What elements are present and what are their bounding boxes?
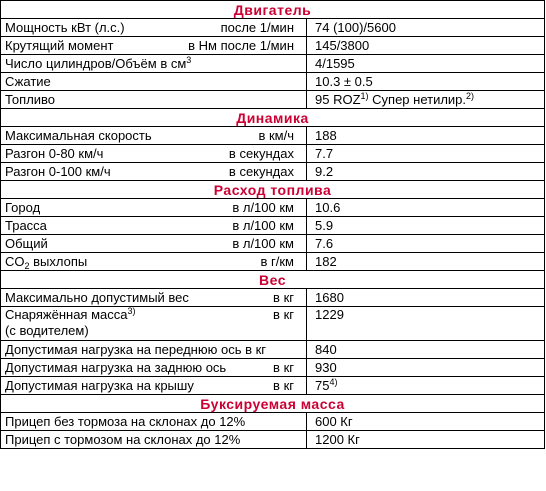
spec-label-line-2: (с водителем) bbox=[5, 323, 89, 338]
spec-value bbox=[307, 235, 545, 253]
spec-label-text: Разгон 0-100 км/ч bbox=[5, 163, 111, 179]
spec-label-text: Число цилиндров/Объём в см bbox=[5, 55, 187, 71]
spec-value bbox=[307, 377, 545, 395]
spec-row bbox=[1, 235, 545, 253]
spec-value bbox=[307, 37, 545, 55]
spec-unit-text: в л/100 км bbox=[232, 199, 294, 215]
spec-label bbox=[1, 91, 307, 109]
spec-row bbox=[1, 377, 545, 395]
spec-label bbox=[1, 217, 165, 235]
spec-label-superscript: 3 bbox=[186, 54, 192, 65]
spec-value-text: 840 bbox=[315, 341, 337, 357]
spec-value bbox=[307, 55, 545, 73]
spec-unit-text: после 1/мин bbox=[220, 19, 294, 35]
spec-value bbox=[307, 127, 545, 145]
spec-value bbox=[307, 91, 545, 109]
spec-value-text: 74 (100)/5600 bbox=[315, 19, 396, 35]
section-title: Динамика bbox=[1, 109, 545, 127]
spec-value-text: 1200 Кг bbox=[315, 431, 360, 447]
spec-unit bbox=[165, 163, 307, 181]
section-title: Буксируемая масса bbox=[1, 395, 545, 413]
spec-label bbox=[1, 413, 307, 431]
spec-table-body bbox=[1, 1, 545, 449]
spec-label bbox=[1, 145, 165, 163]
spec-label bbox=[1, 431, 307, 449]
spec-unit bbox=[165, 217, 307, 235]
spec-unit bbox=[165, 145, 307, 163]
spec-unit-text: в кг bbox=[273, 359, 294, 375]
spec-label bbox=[1, 127, 165, 145]
spec-value-text: 4/1595 bbox=[315, 55, 355, 71]
spec-unit-text: в секундах bbox=[228, 145, 294, 161]
spec-label-text: Топливо bbox=[5, 91, 56, 107]
spec-unit bbox=[165, 199, 307, 217]
spec-value-text: 9.2 bbox=[315, 163, 334, 179]
spec-label bbox=[1, 377, 194, 395]
spec-row bbox=[1, 431, 545, 449]
spec-value-text: 10.3 ± 0.5 bbox=[315, 73, 373, 89]
spec-value bbox=[307, 307, 545, 341]
spec-unit-text: в кг bbox=[273, 307, 294, 322]
spec-value bbox=[307, 253, 545, 271]
spec-label-text: Сжатие bbox=[5, 73, 51, 89]
spec-unit-text: в л/100 км bbox=[232, 217, 294, 233]
spec-value-text: 1229 bbox=[315, 307, 344, 322]
spec-unit-text: в км/ч bbox=[258, 127, 294, 143]
spec-unit-text: в г/км bbox=[260, 253, 294, 269]
spec-value-text: 7.7 bbox=[315, 145, 334, 161]
spec-unit bbox=[165, 37, 307, 55]
spec-value-text: 188 bbox=[315, 127, 337, 143]
spec-label bbox=[1, 307, 165, 341]
spec-label bbox=[1, 359, 227, 377]
spec-row bbox=[1, 163, 545, 181]
section-title: Двигатель bbox=[1, 1, 545, 19]
spec-label-text: Мощность кВт (л.с.) bbox=[5, 19, 125, 35]
spec-unit-text: в л/100 км bbox=[232, 235, 294, 251]
spec-value bbox=[307, 217, 545, 235]
spec-label-text: Город bbox=[5, 199, 41, 215]
spec-value bbox=[307, 413, 545, 431]
spec-value bbox=[307, 289, 545, 307]
spec-label bbox=[1, 235, 165, 253]
spec-label-text: Трасса bbox=[5, 217, 47, 233]
spec-value-text: 182 bbox=[315, 253, 337, 269]
spec-value bbox=[307, 341, 545, 359]
spec-unit-text: в кг bbox=[273, 289, 294, 305]
spec-value bbox=[307, 199, 545, 217]
spec-label-text: Максимально допустимый вес bbox=[5, 289, 189, 305]
spec-label-text: CO bbox=[5, 253, 25, 269]
spec-value-text: 95 ROZ bbox=[315, 91, 361, 107]
spec-label-text: Максимальная скорость bbox=[5, 127, 152, 143]
spec-unit bbox=[165, 19, 307, 37]
spec-value-superscript: 1) bbox=[360, 90, 369, 101]
spec-row bbox=[1, 359, 545, 377]
spec-unit-text: в кг bbox=[273, 377, 294, 393]
spec-label bbox=[1, 55, 307, 73]
section-header bbox=[1, 181, 545, 199]
spec-label bbox=[1, 289, 189, 307]
spec-value-superscript: 4) bbox=[329, 376, 338, 387]
spec-row bbox=[1, 145, 545, 163]
spec-value-text: 1680 bbox=[315, 289, 344, 305]
spec-label-subscript: 2 bbox=[24, 260, 30, 271]
section-title: Вес bbox=[1, 271, 545, 289]
spec-label-text: Допустимая нагрузка на заднюю ось bbox=[5, 359, 227, 375]
spec-value-text: 10.6 bbox=[315, 199, 341, 215]
spec-label bbox=[1, 253, 165, 271]
spec-unit bbox=[165, 127, 307, 145]
spec-row bbox=[1, 289, 545, 307]
spec-unit-text: в Нм после 1/мин bbox=[188, 37, 294, 53]
spec-label-text-2: выхлопы bbox=[29, 253, 88, 269]
spec-row bbox=[1, 341, 545, 359]
spec-row bbox=[1, 127, 545, 145]
section-title: Расход топлива bbox=[1, 181, 545, 199]
section-header bbox=[1, 271, 545, 289]
spec-value bbox=[307, 431, 545, 449]
section-header bbox=[1, 109, 545, 127]
spec-row bbox=[1, 253, 545, 271]
spec-row bbox=[1, 199, 545, 217]
spec-label-text: Прицеп без тормоза на склонах до 12% bbox=[5, 413, 246, 429]
spec-row bbox=[1, 55, 545, 73]
spec-unit bbox=[165, 307, 307, 341]
spec-value-text: 600 Кг bbox=[315, 413, 353, 429]
spec-label bbox=[1, 73, 307, 91]
spec-label-text: Разгон 0-80 км/ч bbox=[5, 145, 104, 161]
spec-value-text: 5.9 bbox=[315, 217, 334, 233]
spec-label-text: Крутящий момент bbox=[5, 37, 114, 53]
spec-value bbox=[307, 73, 545, 91]
spec-label bbox=[1, 19, 165, 37]
spec-row bbox=[1, 307, 545, 341]
spec-label bbox=[1, 37, 165, 55]
section-header bbox=[1, 395, 545, 413]
spec-label bbox=[1, 163, 165, 181]
spec-value-text: 930 bbox=[315, 359, 337, 375]
spec-value-superscript-2: 2) bbox=[466, 90, 475, 101]
spec-label-text: Допустимая нагрузка на крышу bbox=[5, 377, 194, 393]
spec-label-superscript: 3) bbox=[127, 306, 136, 316]
spec-value-text-2: Супер нетилир. bbox=[368, 91, 467, 107]
spec-unit bbox=[165, 253, 307, 271]
spec-value-text: 7.6 bbox=[315, 235, 334, 251]
spec-label-text: Снаряжённая масса bbox=[5, 307, 128, 322]
spec-value bbox=[307, 145, 545, 163]
spec-row bbox=[1, 37, 545, 55]
section-header bbox=[1, 1, 545, 19]
spec-row bbox=[1, 91, 545, 109]
spec-value bbox=[307, 359, 545, 377]
spec-row bbox=[1, 217, 545, 235]
spec-row bbox=[1, 19, 545, 37]
spec-row bbox=[1, 73, 545, 91]
spec-value bbox=[307, 19, 545, 37]
spec-label-text: Общий bbox=[5, 235, 48, 251]
spec-unit-text: в секундах bbox=[228, 163, 294, 179]
spec-row bbox=[1, 413, 545, 431]
spec-value-text: 145/3800 bbox=[315, 37, 370, 53]
spec-value-text: 75 bbox=[315, 377, 330, 393]
spec-label-text: Прицеп с тормозом на склонах до 12% bbox=[5, 431, 241, 447]
spec-label bbox=[1, 199, 165, 217]
spec-value bbox=[307, 163, 545, 181]
spec-label bbox=[1, 341, 307, 359]
spec-label-text: Допустимая нагрузка на переднюю ось в кг bbox=[5, 341, 267, 357]
spec-unit bbox=[165, 235, 307, 253]
